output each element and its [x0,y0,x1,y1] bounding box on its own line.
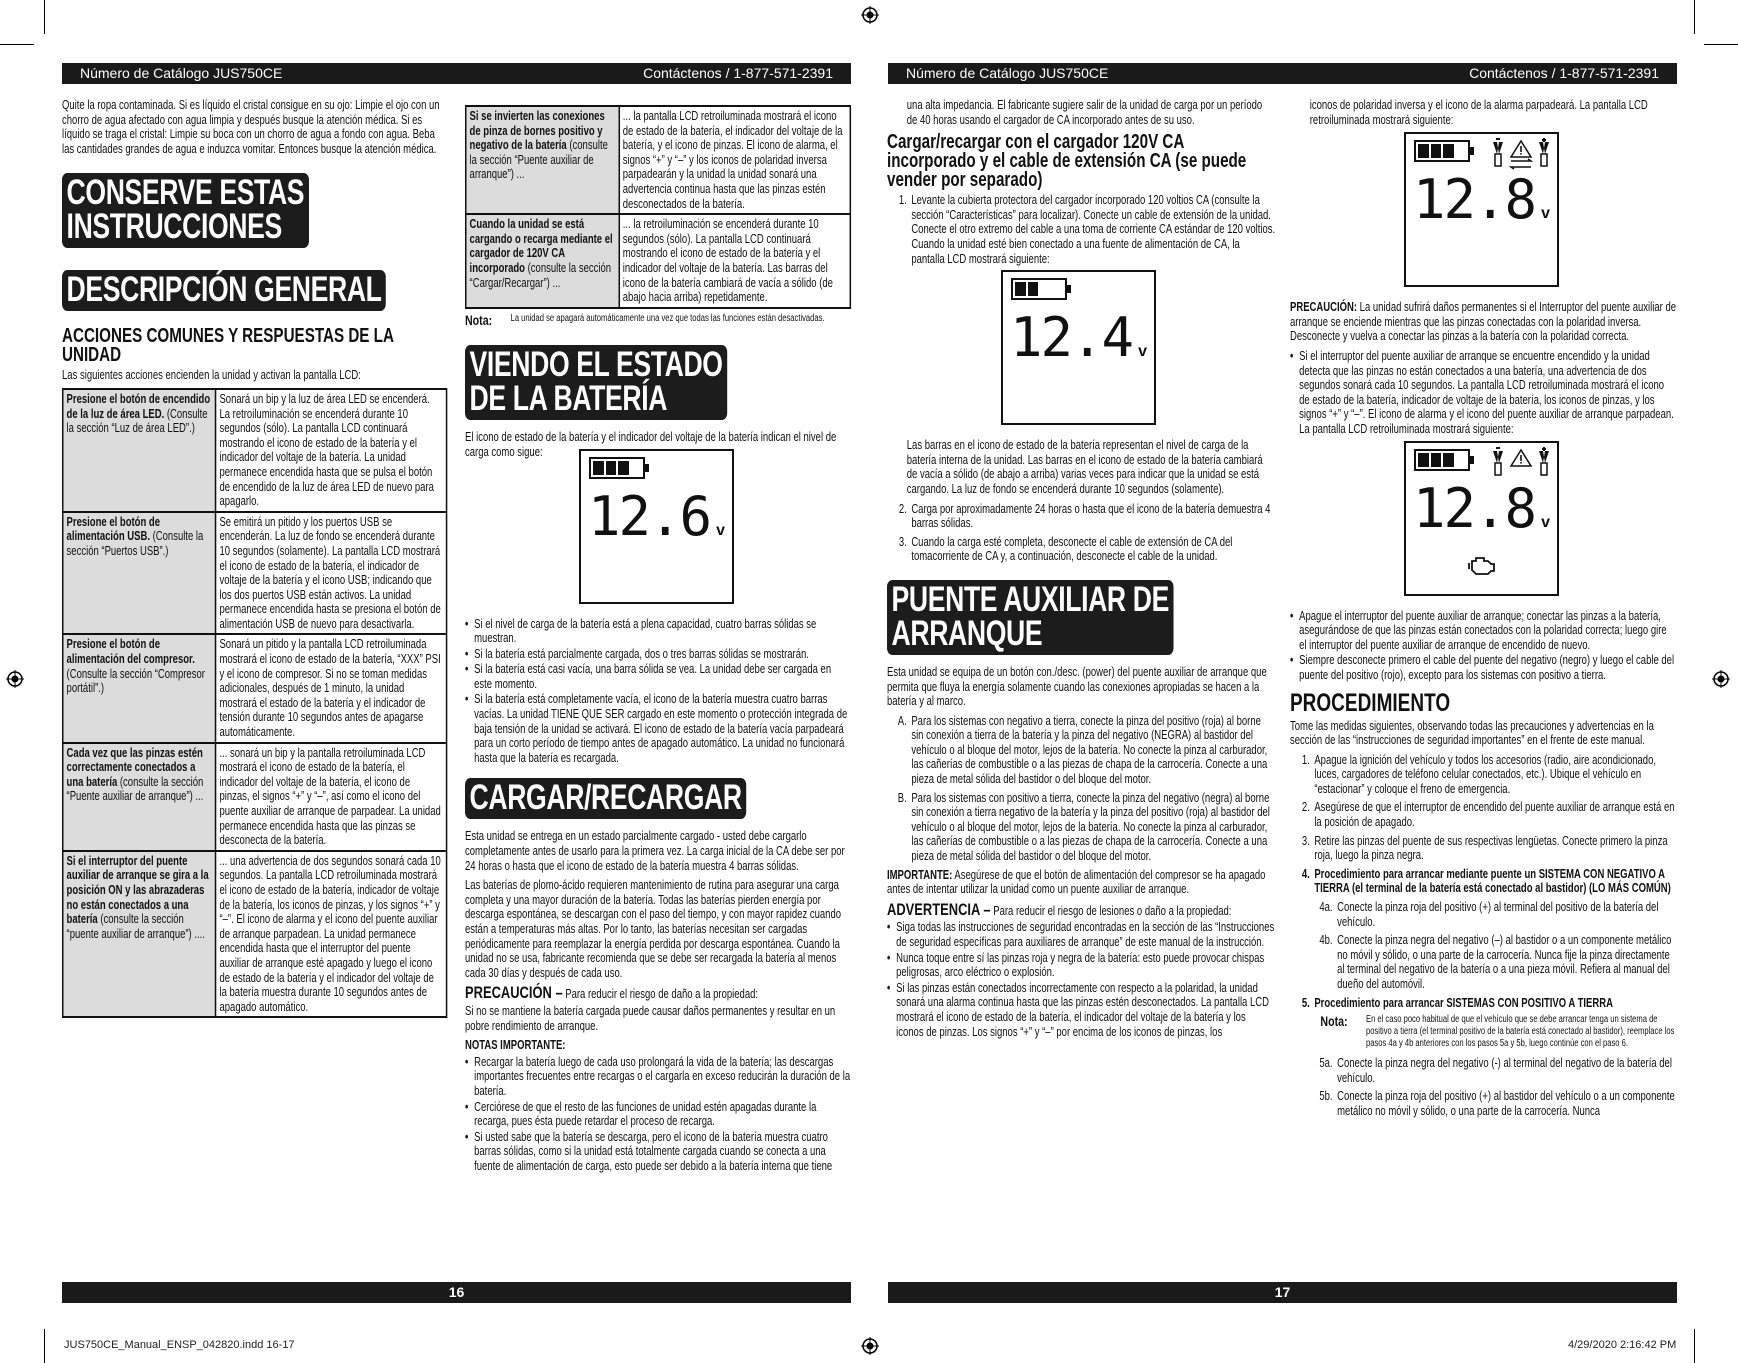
contact-phone: Contáctenos / 1-877-571-2391 [1469,65,1659,81]
lcd-figure [579,449,851,609]
step-number: 3. [898,534,907,549]
bullet-list [887,920,1275,1039]
section-heading [62,173,309,248]
paragraph-text: Las barras en el icono de estado de la batería representan el nivel de carga de la batería interna de la unidad. Las barras en el icono de estado de la batería cambiará de vacía a sólido (de abajo a arriba) varias veces para indicar que la unidad se está cargando. La luz de fondo se encenderá durante 10 segundos (solamente). [906,438,1263,496]
voltage-value: 12.6 [588,484,711,548]
paragraph-text: Quite la ropa contaminada. Si es líquido el cristal consigue en su ojo: Limpie el ojo con un chorro de agua afectado con agua limpia y después busque la atención médica. Si es líquido se traga el cristal: Limpie su boca con un chorro de agua a fondo con agua. Beba las cantidades grandes de agua e induzca vomitar. Entonces busque la atención médica. [62,98,440,156]
list-step [1295,1056,1677,1085]
battery-bar [1053,282,1064,296]
table-row [467,213,850,307]
bullet-item: • Siga todas las instrucciones de seguridad encontradas en la sección de las “Instrucciones de seguridad específicas para auxiliares de arranque” de este manual de la instrucción. [887,920,1275,949]
action-cell [64,513,217,634]
heading-line: VIENDO EL ESTADO [469,345,723,385]
battery-bar [1418,453,1429,467]
response-cell: Se emitirá un pitido y los puertos USB se encenderán. La luz de fondo se encenderá durante 10 segundos (solamente). La pantalla LCD mostrará el icono de estado de la batería, el indicador de voltaje de la batería y el icono USB; indicando que los dos puertos USB están activos. La unidad permanece encendida hasta se presiona el botón de alimentación USB de nuevo para desactivarla. [219,514,441,631]
table-row [64,742,446,850]
action-cell [467,107,620,213]
paragraph-text: Si no se mantiene la batería cargada puede causar daños permanentes y resultar en un pobre rendimiento de arranque. [465,1003,836,1033]
voltage-unit: v [1138,343,1147,361]
action-cell [64,744,217,850]
page-header-right [888,63,1677,84]
list-step [1295,933,1677,991]
page16-column-left [62,98,447,1022]
paragraph-text: Las siguientes acciones encienden la unidad y activan la pantalla LCD: [62,368,361,383]
notes-heading: NOTAS IMPORTANTE: [465,1038,566,1053]
lcd-display [579,449,734,604]
subsection-heading: Cargar/recargar con el cargador 120V CA incorporado y el cable de extensión CA (se puede vender por separado) [887,131,1247,192]
bullet-list [1290,349,1676,437]
warning-label: PRECAUCIÓN – [465,983,563,1003]
list-step [1290,996,1676,1011]
step-text: Retire las pinzas del puente de sus respectivas lengüetas. Conecte primero la pinza roja, luego la pinza negra. [1314,833,1668,863]
section-heading [887,580,1174,655]
paragraph [1290,719,1676,748]
paragraph [887,438,1275,496]
note [1320,1014,1676,1050]
list-step [887,791,1275,864]
paragraph [62,98,447,156]
step-text: Conecte la pinza roja del positivo (+) al terminal del positivo de la batería del vehículo. [1337,900,1659,929]
section-heading [62,270,386,311]
crop-mark [44,1329,45,1363]
paragraph [887,868,1275,897]
section-heading [465,345,727,420]
page-number-16: 16 [62,1282,851,1303]
paragraph [465,1004,851,1033]
catalog-number: Número de Catálogo JUS750CE [80,65,283,81]
action-bold: Presione el botón de encendido de la luz de área LED. [66,391,211,421]
bullet-item: • Si usted sabe que la batería se descarga, pero el icono de la batería muestra cuatro barras sólidas, como si la unidad está totalmente cargada cuando se conecta a una fuente de alimentación de carga, esto puede ser debido a la batería interna que tiene [465,1130,851,1174]
table-row [64,633,446,741]
step-text: Para los sistemas con positivo a tierra, conecte la pinza del negativo (negra) al borne sin conexión a tierra negativo de la batería y la pinza del positivo (roja) al bastidor del vehículo o al bloque del motor, lejos de la batería. No conecte la pinza al carburador, las cañerías de combustible o a las piezas de chapa de la carrocería. Conecte a una pieza de metal sólida del bastidor o del bloque del motor. [911,790,1270,864]
clamp-alarm-icons [1491,138,1551,172]
crop-mark [0,44,34,45]
list-step [1295,1089,1677,1118]
paragraph-text: Esta unidad se equipa de un botón con./desc. (power) del puente auxiliar de arranque que permita que fluya la energía solamente cuando las conexiones apropiadas se hacen a la batería y al marco. [887,664,1267,709]
step-number: 5a. [1319,1056,1333,1071]
voltage-readout [1406,168,1557,242]
action-cell [64,635,217,741]
bullet-item: • Si la batería está casi vacía, una barra sólida se vea. La unidad debe ser cargada en este momento. [465,662,851,691]
voltage-unit: v [1541,205,1550,223]
numbered-list [887,714,1275,864]
paragraph [1290,300,1676,344]
step-text: Apague la ignición del vehículo y todos los accesorios (radio, aire acondicionado, luces, cargadores de teléfono celular conectados, etc.). Ubique el vehículo en “estacionar” y coloque el freno de emergencia. [1314,752,1657,796]
crop-mark [44,0,45,34]
paragraph-text: Tome las medidas siguientes, observando todas las precauciones y advertencias en la sección de las “instrucciones de seguridad importantes” en el frente de este manual. [1290,718,1654,748]
battery-bar [618,461,629,475]
paragraph [1290,98,1676,127]
clamp-alarm-icons [1491,447,1551,481]
paragraph-text: una alta impedancia. El fabricante sugiere salir de la unidad de carga por un período de 40 horas usando el cargador de CA incorporado antes de su uso. [906,98,1263,127]
paragraph [465,829,851,873]
action-bold: Si el interruptor del puente auxiliar de arranque se gira a la posición ON y las abrazaderas no están conectados a una batería [66,853,209,927]
step-text: Conecte la pinza roja del positivo (+) al bastidor del vehículo o a un componente metálico no móvil y sólido, o una parte de la carrocería. Nunca [1337,1089,1675,1118]
contact-phone: Contáctenos / 1-877-571-2391 [643,65,833,81]
bullet-item: • Cerciórese de que el resto de las funciones de unidad estén apagadas durante la recarga, pues ésta puede retardar el proceso de recarga. [465,1100,851,1129]
paragraph-bold-lead: IMPORTANTE: [887,867,953,882]
battery-bar [1443,453,1454,467]
battery-bar [606,461,617,475]
voltage-unit: v [1541,513,1550,531]
response-cell: Sonará un bip y la luz de área LED se encenderá. La retroiluminación se encenderá durante 10 segundos (sólo). La pantalla LCD continuará mostrando el icono de estado de la batería y el indicador del voltaje de la batería. La unidad permanece encendida hasta que se pulsa el botón de encendido de la luz de área LED de nuevo para apagarlo. [219,391,434,509]
battery-status-icon [1011,278,1067,300]
response-cell: ... sonará un bip y la pantalla retroiluminada LCD mostrará el icono de estado de la batería, el indicador del voltaje de la batería, el icono de pinzas, el signos “+” y “–”, así como el icono del puente auxiliar de arranque de parpadear. La unidad permanece encendida hasta que las pinzas se desconecta de la batería. [219,745,441,848]
bullet-item: • Apague el interruptor del puente auxiliar de arranque; conectar las pinzas a la batería, asegurándose de que las pinzas están conectados con la polaridad correcta; luego gire el interruptor del puente auxiliar de arranque de encendido de nuevo. [1290,609,1676,653]
list-step [1290,800,1676,829]
note-label: Nota: [1320,1013,1348,1030]
heading-line: DE LA BATERÍA [469,379,668,419]
table-row [64,390,446,511]
step-number: B. [897,790,907,805]
crop-mark [1694,1329,1695,1363]
battery-bar [631,461,642,475]
step-text: Cuando la carga esté completa, desconecte el cable de extensión de CA del tomacorriente de CA y, a continuación, desconecte el cable de la unidad. [911,534,1233,564]
step-number: 5b. [1319,1089,1333,1104]
response-cell: ... la pantalla LCD retroiluminada mostrará el icono de estado de la batería, el indicador del voltaje de la batería, y el icono de pinzas. El icono de alarma, el signos “+” y “–” y los iconos de polaridad inversa parpadearán y la unidad la unidad sonará una advertencia continua hasta que las pinzas estén desconectados de la batería. [622,109,843,211]
battery-status-icon [1414,449,1470,471]
step-number: 2. [898,501,907,516]
step-text: Asegúrese de que el interruptor de encendido del puente auxiliar de arranque está en la posición de apagado. [1314,800,1675,830]
action-cell [64,852,217,1017]
list-step [887,193,1275,266]
voltage-readout [581,484,732,559]
paragraph-bold-lead: PRECAUCIÓN: [1290,300,1358,315]
voltage-readout [1406,476,1557,551]
catalog-number: Número de Catálogo JUS750CE [906,65,1109,81]
action-response-table [465,105,851,309]
action-ref: (consulte la sección “Cargar/Recargar”) ... [469,260,612,290]
action-cell [64,390,217,511]
action-ref: (Consulte la sección “Compresor portátil”.) [66,666,205,696]
bullet-item: • Recargar la batería luego de cada uso prolongará la vida de la batería; las descargas importantes frecuentes entre recargas o el cargarla en exceso reducirán la duración de la batería. [465,1055,851,1099]
paragraph [465,878,851,980]
note-text: En el caso poco habitual de que el vehículo que se debe arrancar tenga un sistema de positivo a tierra (el terminal positivo de la batería está conectado al bastidor), reemplace los pasos 4a y 4b anteriores con los pasos 5a y 5b, luego continúe con el paso 6. [1366,1014,1675,1050]
paragraph-text: La unidad sufrirá daños permanentes si el Interruptor del puente auxiliar de arranque se enciende mientras que las pinzas conectadas con la polaridad inversa. Desconecte y vuelva a conectar las pinzas a la batería con la polaridad correcta. [1290,300,1677,344]
action-ref: (consulte la sección “puente auxiliar de arranque”) .... [66,912,205,941]
paragraph-text: iconos de polaridad inversa y el icono de la alarma parpadeará. La pantalla LCD retroiluminada mostrará siguiente: [1309,98,1648,127]
bullet-item: • Si la batería está completamente vacía, el icono de la batería muestra cuatro barras vacías. La unidad TIENE QUE SER cargado en este momento o protección integrada de baja tensión de la unidad se activará. El icono de estado de la batería vacía parpadeará para un corto período de tiempo antes de apagado automático. La unidad no funcionará hasta que la batería es recargada. [465,692,851,765]
registration-mark-icon [861,1337,879,1355]
battery-bar [1456,453,1467,467]
list-step [887,502,1275,531]
bullet-item: • Si las pinzas están conectados incorrectamente con respecto a la polaridad, la unidad sonará una alarma continua hasta que las pinzas estén desconectados. La pantalla LCD mostrará el icono de estado de la batería, el indicador del voltaje de la batería y los iconos de pinzas. Los signos “+” y “–” por encima de los iconos de pinzas, los [887,981,1275,1039]
slug-date: 4/29/2020 2:16:42 PM [1568,1339,1677,1351]
bullet-item: • Nunca toque entre sí las pinzas roja y negra de la batería: esto puede provocar chispas peligrosas, arco eléctrico o explosión. [887,951,1275,980]
registration-mark-icon [861,6,879,24]
step-text: Conecte la pinza negra del negativo (-) al terminal del negativo de la batería del vehículo. [1337,1056,1672,1085]
step-number: 4a. [1319,900,1333,915]
warning-line [465,983,851,1003]
subsection-heading: PROCEDIMIENTO [1290,688,1451,717]
numbered-list [887,502,1275,564]
heading-line: ARRANQUE [891,613,1043,653]
warning-label: ADVERTENCIA – [887,899,991,919]
battery-bar [1028,282,1039,296]
registration-mark-icon [1712,670,1730,688]
numbered-list [887,193,1275,266]
step-number: 4b. [1319,933,1333,948]
numbered-list [1290,753,1676,1011]
slug-filename: JUS750CE_Manual_ENSP_042820.indd 16-17 [64,1339,295,1351]
voltage-value: 12.4 [1010,306,1133,370]
list-step [1290,834,1676,863]
paragraph [62,368,447,383]
page-header-left [62,63,851,84]
voltage-value: 12.8 [1413,476,1536,540]
voltage-unit: v [716,521,725,539]
page-number-17: 17 [888,1282,1677,1303]
action-bold: Si se invierten las conexiones de pinza de bornes positivo y negativo de la batería [469,109,605,153]
action-ref: (consulte la sección “Puente auxiliar de arranque”) ... [469,138,608,182]
note [465,313,851,328]
note-text: La unidad se apagará automáticamente una vez que todas las funciones están desactivadas. [510,312,825,324]
paragraph-text: Las baterías de plomo-ácido requieren mantenimiento de rutina para asegurar una carga completa y una mayor duración de la batería. Todas las baterías pierden energía por descarga espontánea, se descargan con el paso del tiempo, y con mayor rapidez cuando están a temperaturas más altas. Por lo tanto, las baterías necesitan ser cargadas periódicamente para reemplazar la energía perdida por descarga espontánea. Cuando la unidad no se usa, fabricante recomienda que se debe ser recargada la batería al menos cada 30 días y después de cada uso. [465,878,842,980]
action-bold: Cuando la unidad se está cargando o recarga mediante el cargador de 120V CA incorporado [469,217,613,275]
note-label: Nota: [465,311,493,328]
engine-icon [1468,553,1496,575]
list-step [1295,900,1677,929]
page17-column-right [1290,98,1676,1123]
bullet-item: • Si la batería está parcialmente cargada, dos o tres barras sólidas se mostrarán. [465,647,851,662]
step-text: Levante la cubierta protectora del cargador incorporado 120 voltios CA (consulte la sección “Características” para localizar). Conecte un cable de extensión de la unidad. Conecte el otro extremo del cable a una toma de corriente CA estándar de 120 voltios. Cuando la unidad esté bien conectado a una fuente de alimentación de CA, la pantalla LCD mostrará siguiente: [911,193,1276,266]
heading-line: PUENTE AUXILIAR DE [891,579,1169,619]
lcd-display [1404,441,1559,596]
bullet-item: • Si el interruptor del puente auxiliar de arranque se encuentre encendido y la unidad detecta que las pinzas no están conectados a una batería, una advertencia de dos segundos sonará cada 10 segundos. La pantalla LCD retroiluminada mostrará el icono de estado de la batería, indicador de voltaje de la batería, los iconos de pinzas, y los signos “+” y “–”. El icono de alarma y el icono del puente auxiliar de arranque parpadean. La pantalla LCD retroiluminada mostrará siguiente: [1290,349,1676,437]
list-step [887,535,1275,564]
voltage-readout [1003,306,1154,380]
warning-text: Para reducir el riesgo de lesiones o daño a la propiedad: [990,903,1232,918]
lcd-display [1404,132,1559,287]
bullet-item: • Siempre desconecte primero el cable del puente del negativo (negro) y luego el cable del puente del positivo (rojo), excepto para los sistemas con positivo a tierra. [1290,653,1676,682]
step-text: Para los sistemas con negativo a tierra, conecte la pinza del positivo (roja) al borne sin conexión a tierra de la batería y la pinza del negativo (NEGRA) al bastidor del vehículo o al bloque del motor, lejos de la batería. No conecte la pinza al carburador, las cañerías de combustible o a las piezas de chapa de la carrocería. Conecte a una pieza de metal sólida del bastidor o del bloque del motor. [911,713,1268,787]
response-cell: ... la retroiluminación se encenderá durante 10 segundos (sólo). La pantalla LCD continuará mostrando el icono de estado de la batería y el indicador del voltaje de la batería. Las barras del icono de la batería cambiará de vacía a sólido (de abajo hacia arriba) repetidamente. [622,217,833,305]
step-number: 1. [1301,752,1310,767]
paragraph-text: Esta unidad se entrega en un estado parcialmente cargado - usted debe cargarlo completamente antes de usarlo para la primera vez. La carga inicial de la CA debe ser por 24 horas o hasta que el icono de estado de la batería muestra 4 barras sólidas. [465,829,845,873]
registration-mark-icon [6,670,24,688]
crop-mark [1694,0,1695,34]
engine-icon-wrap [1468,553,1496,579]
bullet-list [465,617,851,766]
page17-column-left [887,98,1275,1040]
table-row [64,850,446,1017]
battery-status-icon [589,457,645,479]
response-cell: Sonará un pitido y la pantalla LCD retroiluminada mostrará el icono de estado de la batería, “XXX” PSI y el icono de compresor. Si no se toman medidas adicionales, después de 1 minuto, la unidad mostrará el estado de la batería y el indicador de tensión durante 10 segundos antes de apagarse automáticamente. [219,637,441,740]
action-bold: Presione el botón de alimentación USB. [66,514,160,544]
page16-column-right [465,101,851,1175]
lcd-display [1001,270,1156,425]
battery-bar [1443,144,1454,158]
battery-bar [593,461,604,475]
table-row [64,511,446,634]
step-text: Procedimiento para arrancar mediante puente un SISTEMA CON NEGATIVO A TIERRA (el terminal de la batería está conectado al bastidor) (LO MÁS COMÚN) [1314,866,1671,896]
action-bold: Cada vez que las pinzas estén correctamente conectados a una batería [66,745,203,789]
numbered-list [1290,1056,1676,1118]
battery-bar [1418,144,1429,158]
step-number: 1. [898,193,907,208]
battery-bar [1431,453,1442,467]
battery-bar [1431,144,1442,158]
heading-line: CONSERVE ESTAS [66,173,305,213]
response-cell: ... una advertencia de dos segundos sonará cada 10 segundos. La pantalla LCD retroiluminada mostrará el icono de estado de la batería, indicador de voltaje de la batería, los iconos de pinzas, y los signos “+” y “–”. El icono de alarma y el icono del puente auxiliar de arranque parpadean. La unidad permanece encendida hasta que el interruptor del puente auxiliar de arranque esté apagado y luego el icono de estado de la batería y el indicador del voltaje de la batería muestra durante 10 segundos antes de apagado automático. [219,853,441,1014]
step-number: 3. [1301,833,1310,848]
battery-status-icon [1414,140,1470,162]
warning-text: Para reducir el riesgo de daño a la propiedad: [562,987,759,1002]
table-row [467,107,850,213]
step-text: Procedimiento para arrancar SISTEMAS CON POSITIVO A TIERRA [1314,995,1613,1010]
list-step [1290,753,1676,797]
paragraph-text: Asegúrese de que el botón de alimentación del compresor se ha apagado antes de intentar utilizar la unidad como un puente auxiliar de arranque. [887,867,1266,897]
action-response-table [62,388,447,1018]
step-number: 2. [1301,800,1310,815]
battery-bar [1456,144,1467,158]
warning-line [887,899,1275,919]
list-step [887,714,1275,787]
action-ref: (consulte la sección “Puente auxiliar de arranque”) ... [66,774,204,804]
crop-mark [1704,44,1738,45]
battery-bar [1015,282,1026,296]
bullet-list [465,1055,851,1174]
step-number: 5. [1301,995,1310,1010]
paragraph-text: El icono de estado de la batería y el indicador del voltaje de la batería indican el nivel de carga como sigue: [465,430,837,459]
subsection-heading: ACCIONES COMUNES Y RESPUESTAS DE LA UNIDAD [62,325,394,367]
section-heading [465,778,746,819]
heading-line: INSTRUCCIONES [66,207,282,247]
paragraph [887,665,1275,709]
action-ref: (Consulte la sección “Puertos USB”.) [66,529,204,558]
step-text: Conecte la pinza negra del negativo (–) al bastidor o a un componente metálico no móvil y sólido, o una parte de la carrocería. Nunca fije la pinza directamente al terminal del negativo de la batería o a una pieza móvil. Refiera al manual del dueño del automóvil. [1337,933,1672,991]
action-bold: Presione el botón de alimentación del compresor. [66,637,195,667]
action-ref: (Consulte la sección “Luz de área LED”.) [66,406,208,436]
list-step [1290,867,1676,896]
heading-line: DESCRIPCIÓN GENERAL [66,270,382,310]
step-text: Carga por aproximadamente 24 horas o hasta que el icono de la batería demuestra 4 barras sólidas. [911,501,1271,531]
lcd-figure [1404,132,1676,292]
battery-bar [1040,282,1051,296]
heading-line: CARGAR/RECARGAR [469,778,742,818]
bullet-item: • Si el nivel de carga de la batería está a plena capacidad, cuatro barras sólidas se muestran. [465,617,851,646]
bullet-list [1290,609,1676,683]
action-cell [467,215,620,307]
step-number: A. [897,713,907,728]
voltage-value: 12.8 [1413,168,1536,232]
step-number: 4. [1301,866,1310,881]
lcd-figure [1404,441,1676,601]
lcd-figure [1001,270,1275,430]
paragraph [887,98,1275,127]
